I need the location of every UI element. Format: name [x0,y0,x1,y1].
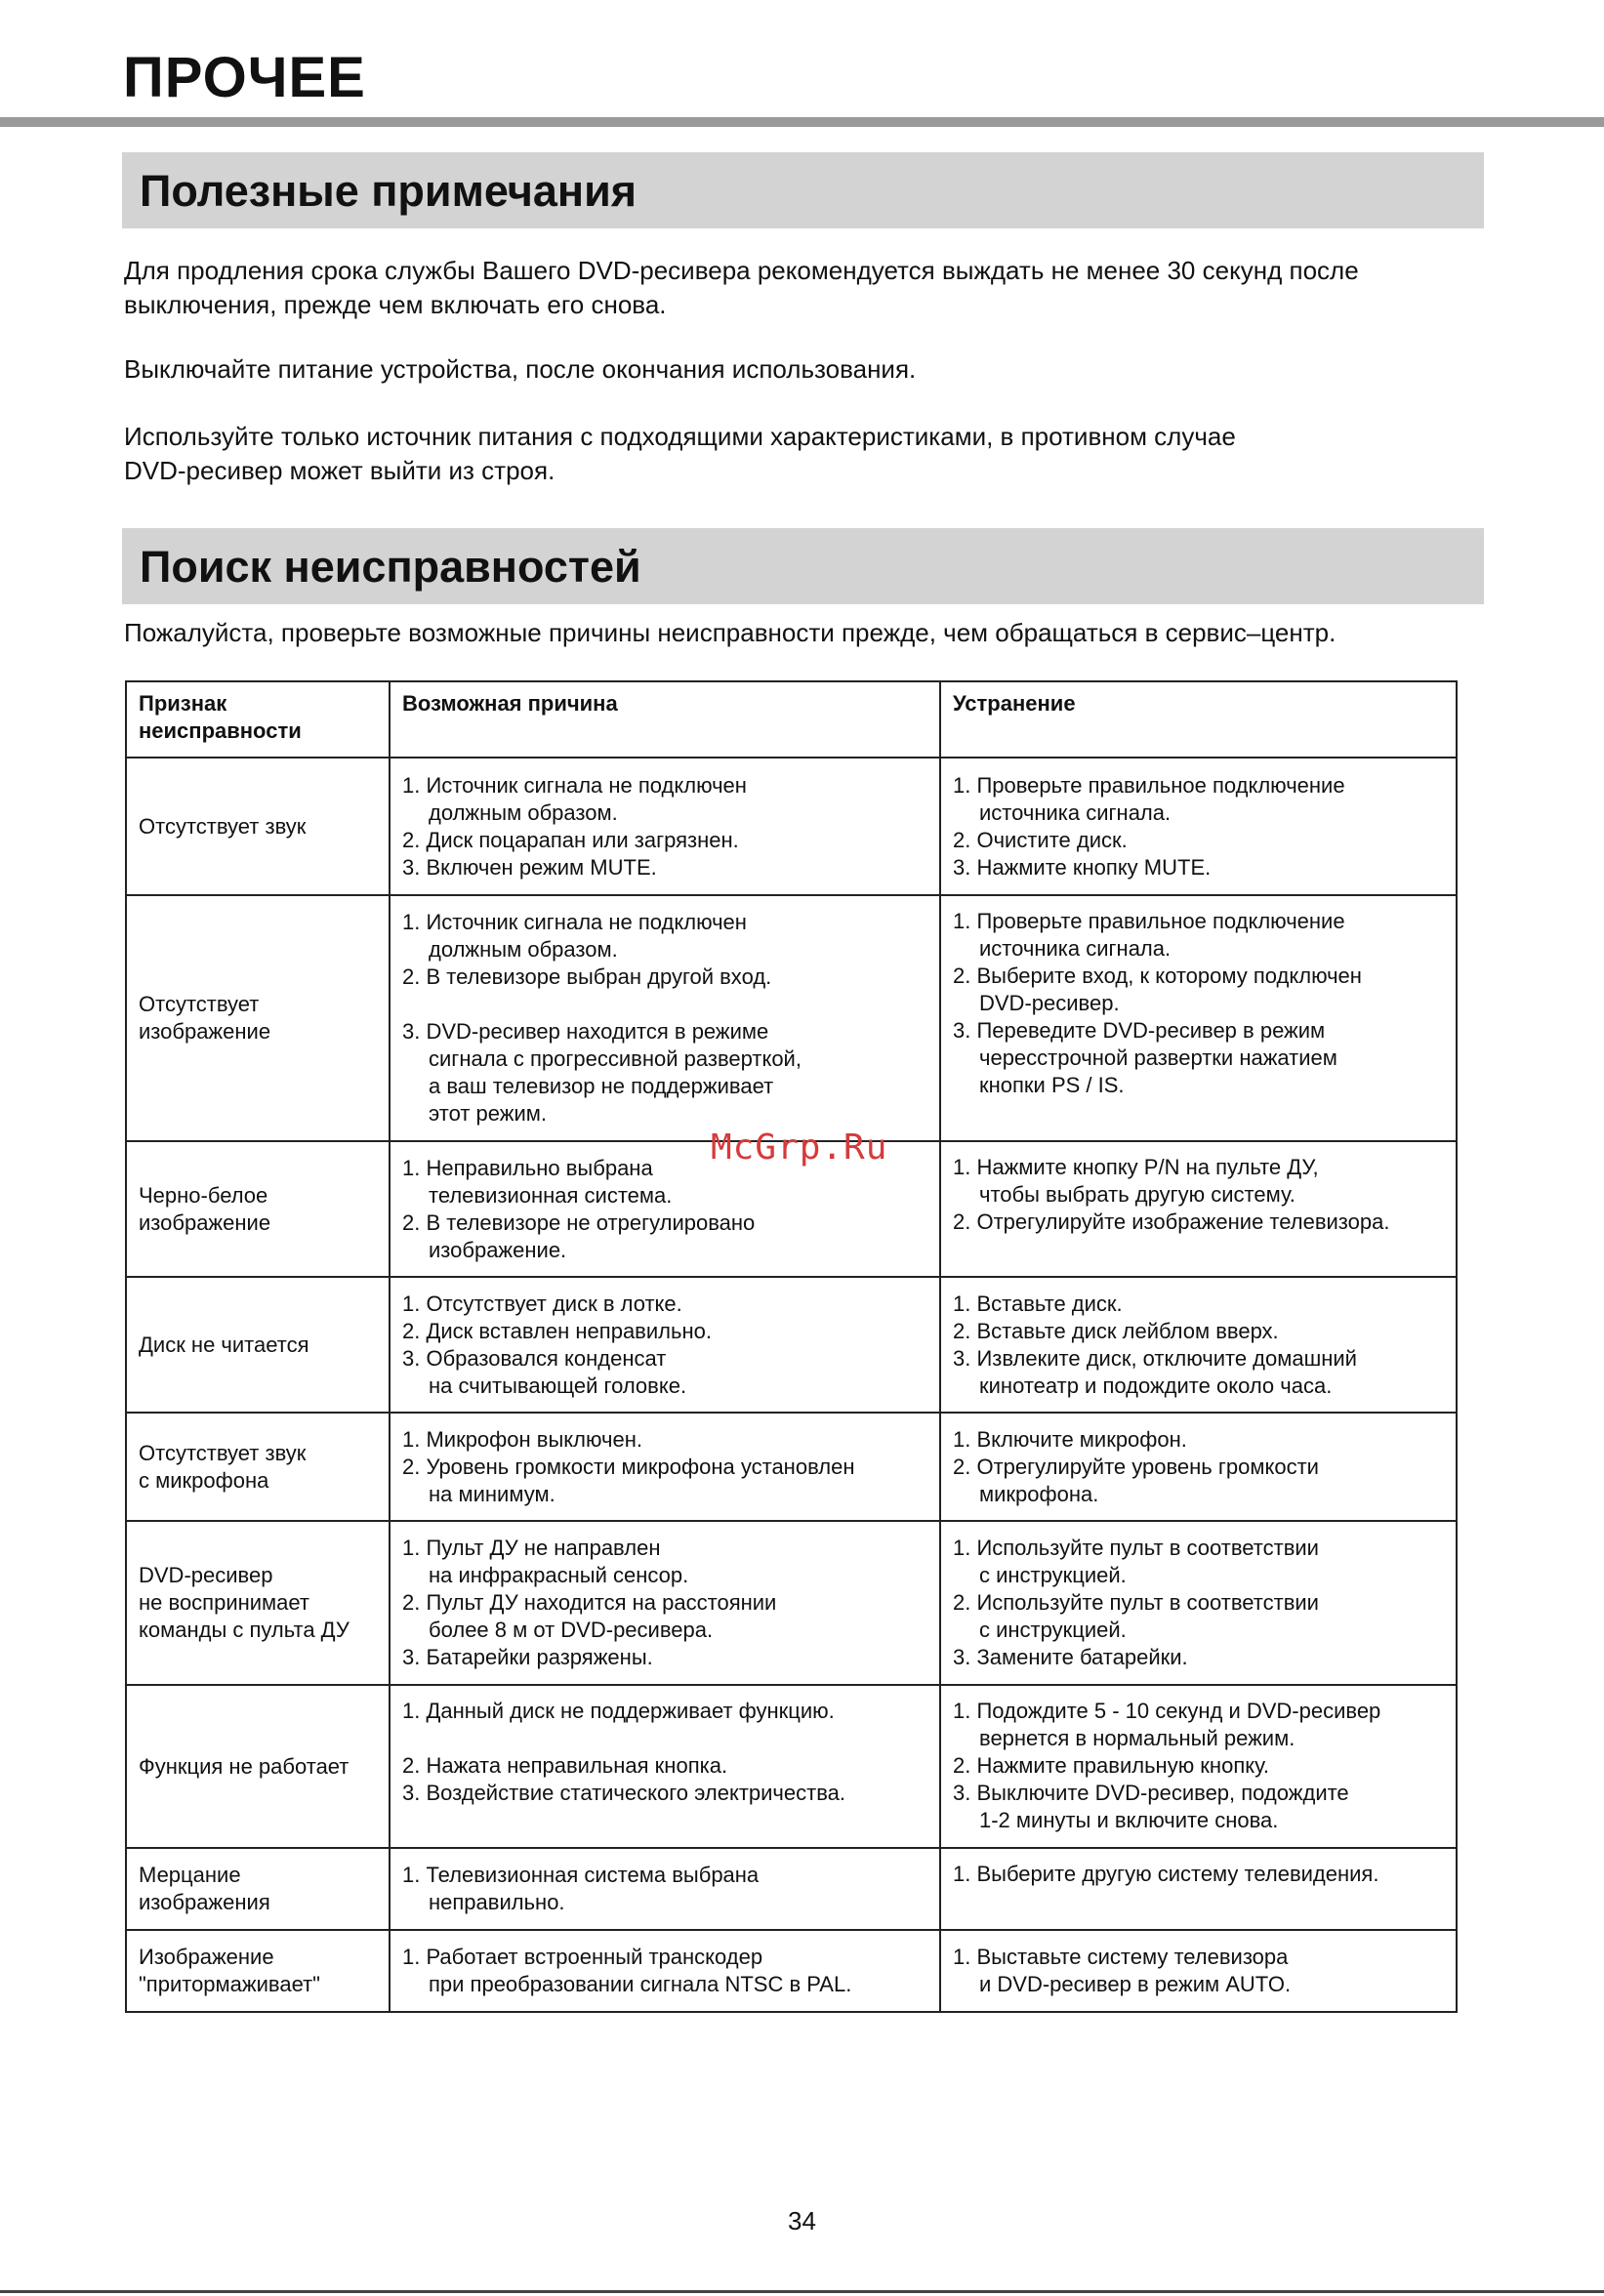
cell-line: изображение. [429,1237,567,1262]
cell-line: 3. Переведите DVD-ресивер в режим [953,1018,1326,1043]
cell-line: 3. DVD-ресивер находится в режиме [402,1019,769,1044]
cell-line: 2. Пульт ДУ находится на расстоянии [402,1590,777,1615]
cell-line: 3. Нажмите кнопку MUTE. [953,854,1212,880]
cell-line: 2. Нажмите правильную кнопку. [953,1753,1270,1778]
cell-line: неправильно. [429,1890,565,1914]
cell-line: сигнала с прогрессивной разверткой, [429,1046,802,1071]
symptom-cell [126,1685,390,1848]
section-header-troubleshooting [122,528,1484,604]
cell-line: Отсутствует звук [139,813,307,839]
cell-line: 1. Отсутствует диск в лотке. [402,1291,682,1316]
symptom-cell [126,1277,390,1413]
cell-line: должным образом. [429,800,618,825]
symptom-cell [126,895,390,1141]
cell-line: 1. Источник сигнала не подключен [402,772,747,798]
cell-line: 1. Работает встроенный транскодер [402,1945,763,1969]
cell-line: Функция не работает [139,1753,350,1779]
cell-line: изображение [139,1210,271,1235]
fix-cell [940,1413,1457,1521]
table-row [126,895,1457,1141]
fix-cell [940,1277,1457,1413]
cell-line: 2. Вставьте диск лейблом вверх. [953,1318,1279,1343]
cell-line: 2. Диск поцарапан или загрязнен. [402,827,739,852]
cell-line: 1. Вставьте диск. [953,1291,1123,1316]
cell-line: 2. Нажата неправильная кнопка. [402,1753,728,1778]
cell-line: с инструкцией. [979,1618,1127,1642]
header-symptom: Признак неисправности [126,681,390,758]
cell-line: команды с пульта ДУ [139,1618,350,1642]
cell-line: должным образом. [429,937,618,962]
cell-line: 3. Выключите DVD-ресивер, подождите [953,1781,1349,1805]
cell-line: 2. Выберите вход, к которому подключен [953,964,1362,988]
cause-cell [390,1277,940,1413]
cell-line: 1. Нажмите кнопку P/N на пульте ДУ, [953,1155,1319,1179]
cell-line: 2. Уровень громкости микрофона установлен [402,1454,855,1479]
cell-line: 2. Очистите диск. [953,827,1128,852]
cell-line: Мерцание [139,1863,241,1887]
cell-line: чересстрочной развертки нажатием [979,1046,1337,1070]
cell-line: 1. Проверьте правильное подключение [953,772,1345,798]
table-row [126,1277,1457,1413]
fix-cell [940,1930,1457,2012]
cell-line: Диск не читается [139,1332,309,1357]
notes-paragraph-2 [124,352,1491,387]
symptom-cell [126,1521,390,1685]
cause-cell [390,895,940,1141]
cell-line: DVD-ресивер [139,1563,273,1587]
troubleshooting-intro: Пожалуйста, проверьте возможные причины неисправности прежде, чем обращаться в сервис–центр. [124,618,1337,647]
cell-line: 1. Источник сигнала не подключен [402,910,747,934]
fix-cell [940,1848,1457,1930]
symptom-cell [126,1930,390,2012]
cell-line: при преобразовании сигнала NTSC в PAL. [429,1972,852,1996]
notes-line: DVD-ресивер может выйти из строя. [124,456,555,485]
cell-line: 1. Данный диск не поддерживает функцию. [402,1699,835,1723]
cause-cell [390,1685,940,1848]
cell-line: 2. В телевизоре не отрегулировано [402,1210,756,1235]
cell-line: Изображение [139,1945,274,1969]
troubleshooting-table [125,680,1458,2013]
cell-line: 1-2 минуты и включите снова. [979,1808,1279,1832]
cell-line: источника сигнала. [979,936,1172,961]
cell-line: 1. Используйте пульт в соответствии [953,1536,1319,1560]
cell-line: 1. Выставьте систему телевизора [953,1945,1289,1969]
cell-line: а ваш телевизор не поддерживает [429,1074,774,1098]
cell-line: вернется в нормальный режим. [979,1726,1296,1750]
symptom-cell [126,1413,390,1521]
table-row [126,1413,1457,1521]
cell-line: на считывающей головке. [429,1373,687,1398]
cell-line: 3. Батарейки разряжены. [402,1645,653,1669]
cell-line: кнопки PS / IS. [979,1073,1125,1097]
cell-line: 3. Образовался конденсат [402,1345,667,1371]
cell-line: 3. Включен режим MUTE. [402,854,657,880]
notes-paragraph-1 [124,254,1491,322]
cause-cell [390,1848,940,1930]
symptom-cell [126,1848,390,1930]
section-header-notes [122,152,1484,228]
symptom-cell [126,758,390,895]
cell-line: 3. Извлеките диск, отключите домашний [953,1345,1357,1371]
cell-line: 1. Пульт ДУ не направлен [402,1536,661,1560]
cell-line: на инфракрасный сенсор. [429,1563,689,1587]
notes-paragraph-3 [124,420,1491,488]
cell-line: изображения [139,1890,270,1914]
table-row [126,1685,1457,1848]
cell-line: 3. Замените батарейки. [953,1645,1188,1669]
cell-line: с микрофона [139,1467,269,1493]
fix-cell [940,1141,1457,1277]
bottom-divider [0,2290,1604,2293]
cell-line: чтобы выбрать другую систему. [979,1182,1296,1207]
watermark: McGrp.Ru [711,1128,888,1168]
header-fix: Устранение [940,681,1457,758]
cell-line: 2. Отрегулируйте изображение телевизора. [953,1210,1390,1234]
cell-line: телевизионная система. [429,1182,673,1208]
cell-line: источника сигнала. [979,800,1172,825]
fix-cell [940,1685,1457,1848]
cell-line: на минимум. [429,1481,555,1506]
cell-line: кинотеатр и подождите около часа. [979,1373,1333,1398]
title-divider [0,117,1604,127]
notes-line: Выключайте питание устройства, после окончания использования. [124,354,917,384]
notes-line: Для продления срока службы Вашего DVD-ресивера рекомендуется выждать не менее 30 секунд после [124,256,1359,285]
page-title: ПРОЧЕЕ [123,46,366,109]
table-row [126,758,1457,895]
cell-line: 1. Неправильно выбрана [402,1155,653,1180]
fix-cell [940,1521,1457,1685]
table-header-row [126,681,1457,758]
cause-cell [390,1413,940,1521]
cell-line: 1. Включите микрофон. [953,1426,1187,1452]
cell-line: этот режим. [429,1101,547,1126]
header-cause: Возможная причина [390,681,940,758]
cell-line: Отсутствует [139,992,260,1016]
table-row [126,1930,1457,2012]
page-number: 34 [788,2206,816,2235]
cell-line: Черно-белое [139,1182,268,1208]
cell-line: "притормаживает" [139,1972,320,1996]
fix-cell [940,895,1457,1141]
cell-line: 3. Воздействие статического электричества. [402,1781,845,1805]
section-title-troubleshooting: Поиск неисправностей [140,542,641,592]
cell-line: DVD-ресивер. [979,991,1120,1015]
cell-line: 1. Микрофон выключен. [402,1426,642,1452]
cell-line: микрофона. [979,1481,1099,1506]
cause-cell [390,1521,940,1685]
cell-line: 1. Телевизионная система выбрана [402,1863,760,1887]
cell-line: не воспринимает [139,1590,309,1615]
section-title-notes: Полезные примечания [140,166,637,216]
notes-line: Используйте только источник питания с подходящими характеристиками, в противном случае [124,422,1236,451]
cell-line: 1. Подождите 5 - 10 секунд и DVD-ресивер [953,1699,1381,1723]
cell-line: 1. Выберите другую систему телевидения. [953,1862,1379,1886]
cell-line: с инструкцией. [979,1563,1127,1587]
cell-line: 2. В телевизоре выбран другой вход. [402,964,772,989]
cause-cell [390,758,940,895]
notes-line: выключения, прежде чем включать его снова. [124,290,667,319]
symptom-cell [126,1141,390,1277]
table-row [126,1521,1457,1685]
cell-line: 2. Используйте пульт в соответствии [953,1590,1319,1615]
cell-line: изображение [139,1019,271,1044]
cell-line: и DVD-ресивер в режим AUTO. [979,1972,1292,1996]
cell-line: 1. Проверьте правильное подключение [953,909,1345,933]
cell-line: 2. Диск вставлен неправильно. [402,1318,712,1343]
table-row [126,1848,1457,1930]
cause-cell [390,1930,940,2012]
cell-line: 2. Отрегулируйте уровень громкости [953,1454,1319,1479]
fix-cell [940,758,1457,895]
cell-line: Отсутствует звук [139,1440,307,1465]
cell-line: более 8 м от DVD-ресивера. [429,1618,714,1642]
